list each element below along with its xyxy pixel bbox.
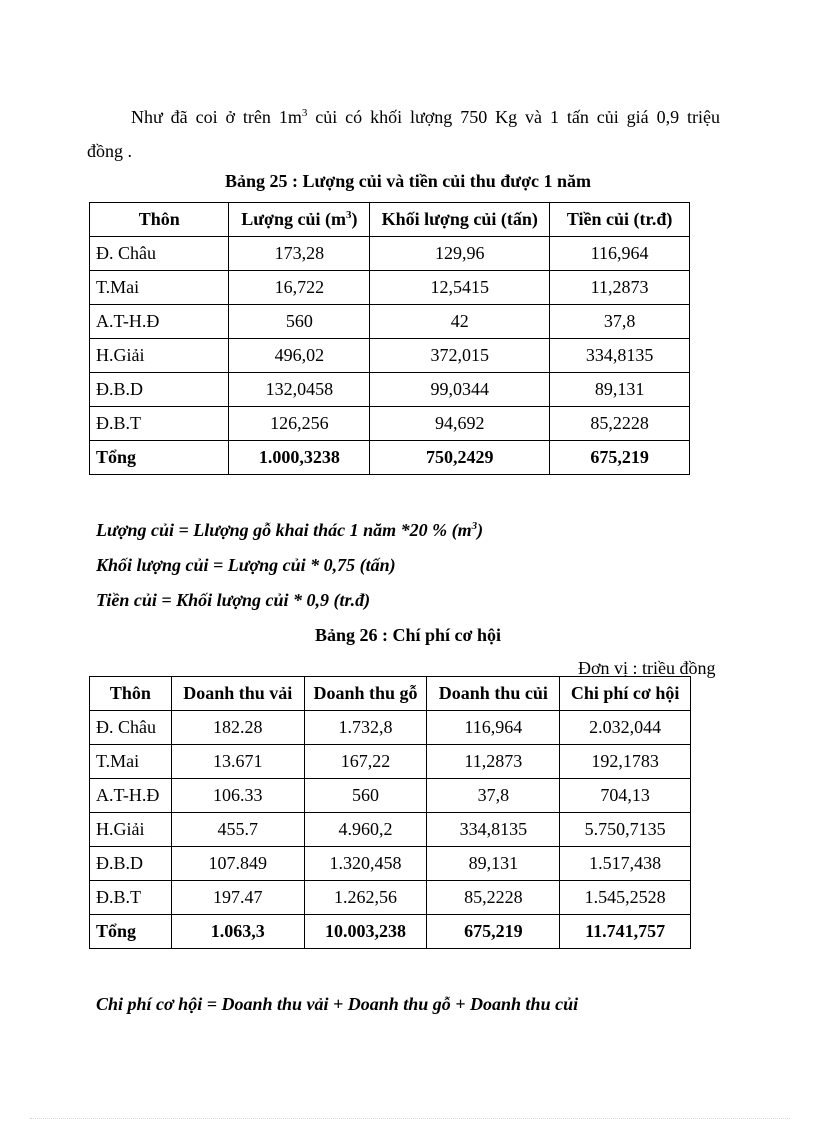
table-total-row: [90, 441, 690, 475]
table-row: [90, 847, 691, 881]
intro-line-2: đồng .: [87, 141, 132, 161]
cell: 1.262,56: [304, 881, 427, 915]
cell: 1.320,458: [304, 847, 427, 881]
cell: 675,219: [550, 441, 690, 475]
cell: Đ. Châu: [90, 711, 172, 745]
cell: H.Giải: [90, 813, 172, 847]
cell: 750,2429: [370, 441, 550, 475]
table-row: [90, 339, 690, 373]
cell: 1.545,2528: [560, 881, 691, 915]
cell: 5.750,7135: [560, 813, 691, 847]
cell: Đ.B.T: [90, 881, 172, 915]
cell: 11.741,757: [560, 915, 691, 949]
cell: 11,2873: [427, 745, 560, 779]
table-row: [90, 407, 690, 441]
table-row: [90, 373, 690, 407]
formula-luong-cui: Lượng củi = Llượng gỗ khai thác 1 năm *20 % $(m^3)$: [96, 520, 484, 540]
cell: 99,0344: [370, 373, 550, 407]
cell: Tổng: [90, 441, 229, 475]
cell: 197.47: [171, 881, 304, 915]
col-header: Khối lượng củi (tấn): [370, 203, 550, 237]
cell: A.T-H.Đ: [90, 305, 229, 339]
cell: Tổng: [90, 915, 172, 949]
formula-chi-phi-co-hoi: Chi phí cơ hội = Doanh thu vải + Doanh thu gỗ + Doanh thu củi: [96, 994, 579, 1014]
table-25: [89, 202, 690, 475]
cell: Đ.B.D: [90, 373, 229, 407]
col-header: Tiền củi (tr.đ): [550, 203, 690, 237]
cell: 560: [304, 779, 427, 813]
cell: 116,964: [427, 711, 560, 745]
table-row: [90, 711, 691, 745]
cell: 173,28: [229, 237, 370, 271]
formula-tien-cui: Tiền củi = Khối lượng củi * 0,9 (tr.đ): [96, 590, 371, 610]
cell: 1.000,3238: [229, 441, 370, 475]
col-header: Thôn: [90, 203, 229, 237]
cell: 334,8135: [550, 339, 690, 373]
intro-line-1: Như đã coi ở trên $1m^3$ củi có khối lượng 750 Kg và 1 tấn củi giá 0,9 triệu: [131, 107, 720, 127]
cell: 132,0458: [229, 373, 370, 407]
cell: 16,722: [229, 271, 370, 305]
cell: 2.032,044: [560, 711, 691, 745]
table-header-row: [90, 677, 691, 711]
cell: A.T-H.Đ: [90, 779, 172, 813]
cell: 89,131: [550, 373, 690, 407]
page-bottom-divider: [30, 1118, 790, 1119]
table-26: [89, 676, 691, 949]
intro-paragraph: [87, 100, 720, 168]
cell: 675,219: [427, 915, 560, 949]
col-header: Chi phí cơ hội: [560, 677, 691, 711]
table-25-caption: Bảng 25 : Lượng củi và tiền củi thu được 1 năm: [224, 171, 592, 191]
cell: 167,22: [304, 745, 427, 779]
cell: Đ. Châu: [90, 237, 229, 271]
table-row: [90, 779, 691, 813]
cell: 496,02: [229, 339, 370, 373]
cell: 107.849: [171, 847, 304, 881]
cell: 85,2228: [427, 881, 560, 915]
col-header: Doanh thu gỗ: [304, 677, 427, 711]
table-row: [90, 305, 690, 339]
cell: 37,8: [550, 305, 690, 339]
cell: 560: [229, 305, 370, 339]
table-row: [90, 237, 690, 271]
cell: 11,2873: [550, 271, 690, 305]
cell: 704,13: [560, 779, 691, 813]
cell: 10.003,238: [304, 915, 427, 949]
cell: 1.063,3: [171, 915, 304, 949]
table-row: [90, 881, 691, 915]
table-26-caption: Bảng 26 : Chí phí cơ hội: [314, 625, 501, 645]
cell: 1.732,8: [304, 711, 427, 745]
col-header: Doanh thu củi: [427, 677, 560, 711]
cell: 455.7: [171, 813, 304, 847]
cell: 106.33: [171, 779, 304, 813]
cell: 4.960,2: [304, 813, 427, 847]
cell: 334,8135: [427, 813, 560, 847]
table-header-row: [90, 203, 690, 237]
cell: Đ.B.D: [90, 847, 172, 881]
unit-label: Đơn vị : triều đồng: [578, 658, 716, 678]
cell: 1.517,438: [560, 847, 691, 881]
cell: 129,96: [370, 237, 550, 271]
cell: 192,1783: [560, 745, 691, 779]
col-header: Doanh thu vải: [171, 677, 304, 711]
formula-khoi-luong-cui: Khối lượng củi = Lượng củi * 0,75 (tấn): [96, 555, 396, 575]
cell: T.Mai: [90, 745, 172, 779]
cell: 94,692: [370, 407, 550, 441]
cell: 89,131: [427, 847, 560, 881]
cell: 126,256: [229, 407, 370, 441]
cell: 372,015: [370, 339, 550, 373]
cell: 116,964: [550, 237, 690, 271]
table-row: [90, 745, 691, 779]
col-header: Thôn: [90, 677, 172, 711]
table-row: [90, 271, 690, 305]
col-header: Lượng củi $(m^3)$: [229, 203, 370, 237]
cell: T.Mai: [90, 271, 229, 305]
cell: 182.28: [171, 711, 304, 745]
cell: Đ.B.T: [90, 407, 229, 441]
table-row: [90, 813, 691, 847]
cell: 42: [370, 305, 550, 339]
cell: 13.671: [171, 745, 304, 779]
cell: 85,2228: [550, 407, 690, 441]
table-total-row: [90, 915, 691, 949]
cell: 37,8: [427, 779, 560, 813]
cell: 12,5415: [370, 271, 550, 305]
cell: H.Giải: [90, 339, 229, 373]
